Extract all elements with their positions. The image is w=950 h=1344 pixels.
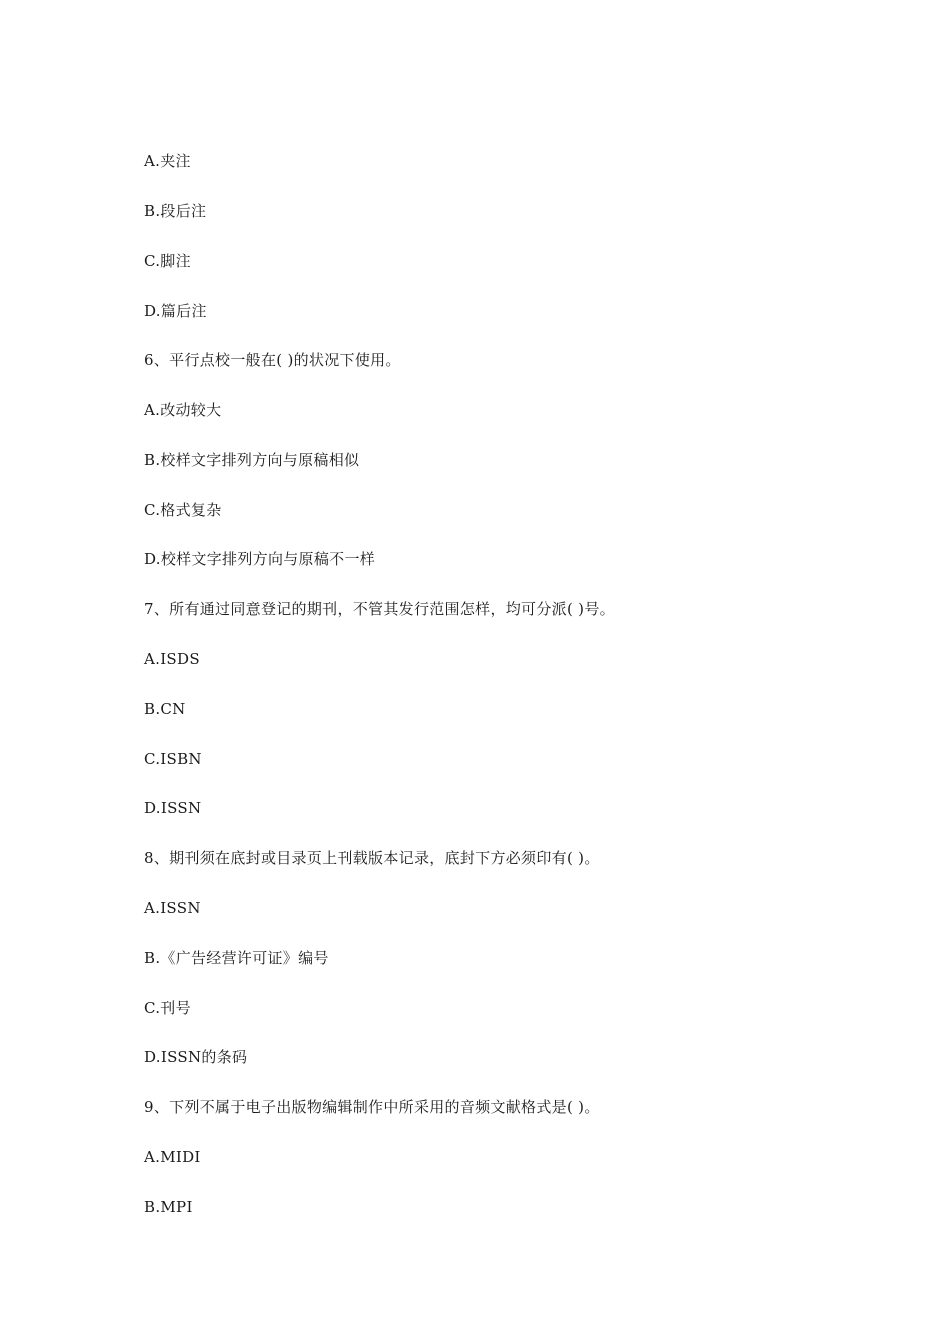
option-line: B.段后注 <box>144 202 207 220</box>
question-line: 9、下列不属于电子出版物编辑制作中所采用的音频文献格式是( )。 <box>144 1098 600 1116</box>
option-line: B.《广告经营许可证》编号 <box>144 949 329 967</box>
option-line: D.篇后注 <box>144 302 207 320</box>
option-line: C.ISBN <box>144 750 202 768</box>
question-line: 8、期刊须在底封或目录页上刊载版本记录，底封下方必须印有( )。 <box>144 849 600 867</box>
option-line: A.ISDS <box>144 650 200 668</box>
option-line: B.校样文字排列方向与原稿相似 <box>144 451 360 469</box>
option-line: A.改动较大 <box>144 401 222 419</box>
option-line: C.格式复杂 <box>144 501 222 519</box>
question-line: 6、平行点校一般在( )的状况下使用。 <box>144 351 401 369</box>
option-line: D.ISSN的条码 <box>144 1048 248 1066</box>
option-line: A.ISSN <box>144 899 201 917</box>
option-line: D.ISSN <box>144 799 202 817</box>
option-line: B.CN <box>144 700 186 718</box>
option-line: B.MPI <box>144 1198 193 1216</box>
option-line: D.校样文字排列方向与原稿不一样 <box>144 550 376 568</box>
option-line: A.夹注 <box>144 152 191 170</box>
option-line: A.MIDI <box>144 1148 201 1166</box>
option-line: C.脚注 <box>144 252 191 270</box>
question-line: 7、所有通过同意登记的期刊，不管其发行范围怎样，均可分派( )号。 <box>144 600 615 618</box>
option-line: C.刊号 <box>144 999 191 1017</box>
